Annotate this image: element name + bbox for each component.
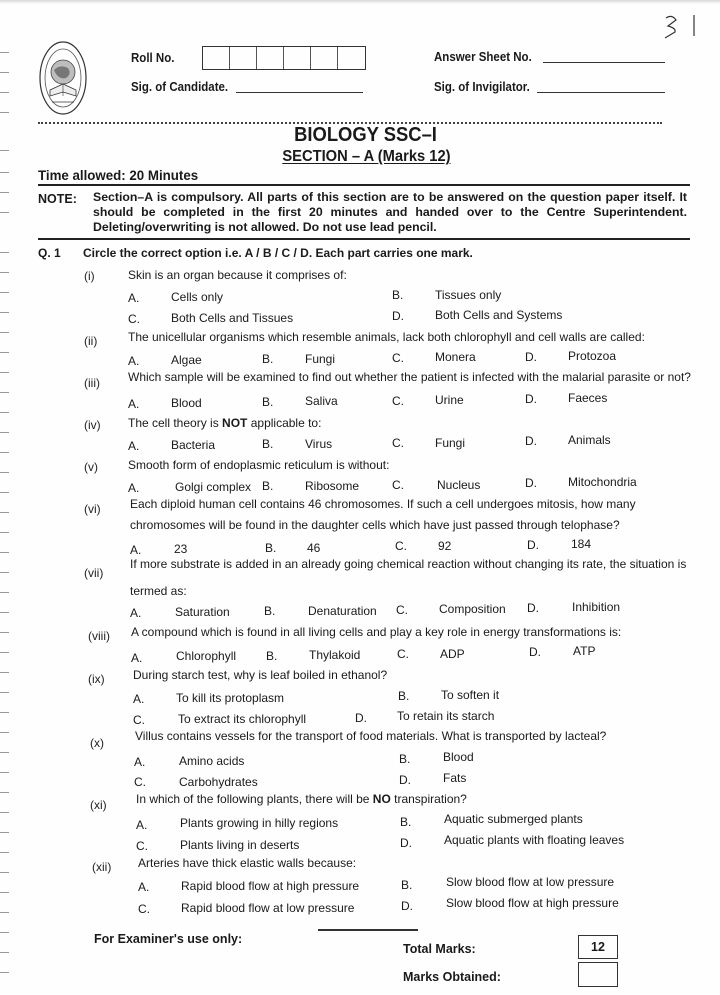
option-text[interactable]: Both Cells and Tissues <box>171 311 294 325</box>
option-text[interactable]: To soften it <box>441 688 500 702</box>
question-stem: Skin is an organ because it comprises of: <box>128 268 347 282</box>
question-number: Q. 1 <box>38 246 61 260</box>
option-text[interactable]: Inhibition <box>572 600 621 614</box>
question-stem: Which sample will be examined to find out whether the patient is infected with the malarial parasite or not? <box>128 370 691 384</box>
option-letter[interactable]: A. <box>131 651 143 665</box>
option-text[interactable]: Animals <box>568 433 611 447</box>
fbise-seal-icon <box>38 40 88 116</box>
option-letter[interactable]: A. <box>128 439 140 453</box>
part-number: (ix) <box>88 672 105 686</box>
roll-no-digit-box[interactable] <box>284 47 311 69</box>
answer-sheet-field[interactable] <box>543 62 665 63</box>
option-letter[interactable]: B. <box>264 604 276 618</box>
option-text[interactable]: 184 <box>571 537 592 551</box>
sig-invigilator-field[interactable] <box>537 92 665 93</box>
option-text[interactable]: Faeces <box>568 391 608 405</box>
option-letter[interactable]: B. <box>262 395 274 409</box>
option-letter[interactable]: D. <box>527 601 539 615</box>
option-letter[interactable]: B. <box>400 815 412 829</box>
part-number: (viii) <box>88 629 110 643</box>
option-text[interactable]: Ribosome <box>305 479 360 493</box>
option-letter[interactable]: C. <box>128 312 140 326</box>
option-letter[interactable]: D. <box>525 434 537 448</box>
sig-invigilator-label: Sig. of Invigilator. <box>434 80 530 94</box>
option-text[interactable]: Fungi <box>435 436 466 450</box>
section-title-text: SECTION – A (Marks 12) <box>281 148 451 165</box>
part-number: (vi) <box>84 502 101 516</box>
option-text[interactable]: Algae <box>171 353 202 367</box>
option-letter[interactable]: C. <box>396 603 408 617</box>
stem-emphasis: NO <box>372 792 391 806</box>
divider <box>38 238 690 240</box>
question-stem: The unicellular organisms which resemble animals, lack both chlorophyll and cell walls are called: <box>128 330 645 344</box>
part-number: (x) <box>90 736 104 750</box>
question-stem: A compound which is found in all living cells and play a key role in energy transformations is: <box>131 625 622 639</box>
option-text[interactable]: Monera <box>435 350 476 364</box>
question-stem: During starch test, why is leaf boiled in ethanol? <box>133 668 388 682</box>
examiner-label: For Examiner's use only: <box>94 932 243 946</box>
option-text[interactable]: To retain its starch <box>397 709 495 723</box>
option-letter[interactable]: A. <box>128 481 140 495</box>
stem-text: The cell theory is <box>128 416 223 430</box>
question-stem: If more substrate is added in an already going chemical reaction without changing its rate, the situation is <box>130 557 687 571</box>
option-text[interactable]: Nucleus <box>437 478 481 492</box>
total-marks-label: Total Marks: <box>403 942 476 956</box>
marks-obtained-box[interactable] <box>578 962 618 987</box>
option-letter[interactable]: A. <box>128 354 140 368</box>
option-letter[interactable]: C. <box>138 902 150 916</box>
option-letter[interactable]: A. <box>138 880 150 894</box>
subject-title: BIOLOGY SSC–I <box>294 124 437 146</box>
option-letter[interactable]: A. <box>128 291 140 305</box>
option-letter[interactable]: A. <box>134 755 146 769</box>
option-letter[interactable]: D. <box>400 836 412 850</box>
option-letter[interactable]: D. <box>401 899 413 913</box>
handwritten-mark-icon <box>662 12 702 40</box>
roll-no-digit-box[interactable] <box>203 47 230 69</box>
option-letter[interactable]: D. <box>355 711 367 725</box>
option-text[interactable]: Fungi <box>305 352 336 366</box>
option-text[interactable]: Virus <box>305 437 333 451</box>
option-text[interactable]: Plants growing in hilly regions <box>180 816 339 830</box>
option-text[interactable]: ADP <box>440 647 465 661</box>
option-text[interactable]: To kill its protoplasm <box>176 691 285 705</box>
part-number: (iii) <box>84 376 100 390</box>
option-text[interactable]: Protozoa <box>568 349 617 363</box>
option-letter[interactable]: D. <box>392 309 404 323</box>
option-letter[interactable]: C. <box>392 436 404 450</box>
option-letter[interactable]: C. <box>395 539 407 553</box>
part-number: (vii) <box>84 566 104 580</box>
option-text[interactable]: Mitochondria <box>568 475 637 489</box>
option-text[interactable]: Bacteria <box>171 438 216 452</box>
part-number: (iv) <box>84 418 101 432</box>
end-rule <box>318 929 418 931</box>
option-letter[interactable]: D. <box>529 645 541 659</box>
option-letter[interactable]: B. <box>398 689 410 703</box>
question-stem: Smooth form of endoplasmic reticulum is without: <box>128 458 390 472</box>
question-stem: Arteries have thick elastic walls because: <box>138 856 357 870</box>
option-letter[interactable]: C. <box>392 351 404 365</box>
option-letter[interactable]: D. <box>525 476 537 490</box>
option-text[interactable]: Plants living in deserts <box>180 838 300 852</box>
option-letter[interactable]: B. <box>262 479 274 493</box>
roll-no-label: Roll No. <box>131 51 175 65</box>
option-text[interactable]: 46 <box>307 541 321 555</box>
option-letter[interactable]: D. <box>527 538 539 552</box>
question-stem <box>136 792 467 806</box>
option-letter[interactable]: D. <box>525 392 537 406</box>
option-text[interactable]: Both Cells and Systems <box>435 308 563 322</box>
part-number: (i) <box>84 269 95 283</box>
option-letter[interactable]: B. <box>262 352 274 366</box>
sig-candidate-label: Sig. of Candidate. <box>131 80 229 94</box>
stem-text: In which of the following plants, there will be <box>136 792 373 806</box>
part-number: (xi) <box>90 798 107 812</box>
option-text[interactable]: Aquatic submerged plants <box>444 812 583 826</box>
question-stem: Each diploid human cell contains 46 chromosomes. If such a cell undergoes mitosis, how many <box>130 497 636 511</box>
option-text[interactable]: Rapid blood flow at high pressure <box>181 879 360 893</box>
option-letter[interactable]: D. <box>525 350 537 364</box>
total-marks-box: 12 <box>578 935 618 959</box>
option-text[interactable]: Rapid blood flow at low pressure <box>181 901 355 915</box>
option-text[interactable]: Slow blood flow at high pressure <box>446 896 619 910</box>
option-text[interactable]: To extract its chlorophyll <box>178 712 307 726</box>
option-letter[interactable]: B. <box>399 752 411 766</box>
part-number: (xii) <box>92 860 112 874</box>
option-text[interactable]: Saturation <box>175 605 230 619</box>
option-text[interactable]: Aquatic plants with floating leaves <box>444 833 625 847</box>
option-letter[interactable]: C. <box>392 478 404 492</box>
option-text[interactable]: 23 <box>174 542 188 556</box>
option-letter[interactable]: A. <box>130 543 142 557</box>
note-text: Section–A is compulsory. All parts of this section are to be answered on the question paper itself. It should be completed in the first 20 minutes and handed over to the Centre Superintendent. Deleting/overwriting is not allowed. Do not use lead pencil. <box>93 190 687 234</box>
option-letter[interactable]: C. <box>133 713 145 727</box>
option-text[interactable]: Blood <box>171 396 202 410</box>
section-title <box>0 148 720 166</box>
option-letter[interactable]: C. <box>397 647 409 661</box>
option-text[interactable]: Blood <box>443 750 474 764</box>
marks-obtained-label: Marks Obtained: <box>403 970 501 984</box>
question-stem: Villus contains vessels for the transport of food materials. What is transported by lacteal? <box>135 729 607 743</box>
question-stem <box>128 416 321 430</box>
option-text[interactable]: Saliva <box>305 394 338 408</box>
option-text[interactable]: Chlorophyll <box>176 649 237 663</box>
option-letter[interactable]: A. <box>136 818 148 832</box>
option-text[interactable]: Golgi complex <box>175 480 252 494</box>
option-letter[interactable]: B. <box>265 541 277 555</box>
option-letter[interactable]: C. <box>392 394 404 408</box>
option-letter[interactable]: A. <box>133 692 145 706</box>
roll-no-digit-box[interactable] <box>311 47 338 69</box>
option-text[interactable]: Thylakoid <box>309 648 361 662</box>
option-letter[interactable]: C. <box>134 775 146 789</box>
question-header <box>38 246 473 260</box>
option-text[interactable]: Urine <box>435 393 464 407</box>
option-letter[interactable]: D. <box>399 773 411 787</box>
question-instruction: Circle the correct option i.e. A / B / C / D. Each part carries one mark. <box>83 246 473 260</box>
divider <box>38 184 690 186</box>
roll-no-digit-box[interactable] <box>338 47 365 69</box>
option-letter[interactable]: A. <box>130 606 142 620</box>
option-text[interactable]: Tissues only <box>435 288 502 302</box>
stem-emphasis: NOT <box>222 416 248 430</box>
option-letter[interactable]: B. <box>392 288 404 302</box>
option-text[interactable]: Denaturation <box>308 604 377 618</box>
option-letter[interactable]: B. <box>262 437 274 451</box>
option-letter[interactable]: B. <box>266 649 278 663</box>
question-stem-line2: chromosomes will be found in the daughter cells which have just passed through telophase? <box>130 518 620 532</box>
option-text[interactable]: Cells only <box>171 290 224 304</box>
part-number: (v) <box>84 460 98 474</box>
option-text[interactable]: ATP <box>573 644 596 658</box>
answer-sheet-label: Answer Sheet No. <box>434 50 532 64</box>
option-text[interactable]: Carbohydrates <box>179 775 258 789</box>
stem-text: applicable to: <box>247 416 322 430</box>
sig-candidate-field[interactable] <box>236 92 363 93</box>
option-letter[interactable]: A. <box>128 397 140 411</box>
option-text[interactable]: Amino acids <box>179 754 245 768</box>
stem-text: transpiration? <box>390 792 467 806</box>
question-stem-line2: termed as: <box>130 584 187 598</box>
option-text[interactable]: Composition <box>439 602 506 616</box>
option-text[interactable]: Fats <box>443 771 467 785</box>
roll-no-input[interactable] <box>202 46 366 70</box>
roll-no-digit-box[interactable] <box>230 47 257 69</box>
option-text[interactable]: 92 <box>438 539 452 553</box>
note-label: NOTE: <box>38 192 77 206</box>
option-letter[interactable]: B. <box>401 878 413 892</box>
option-letter[interactable]: C. <box>136 839 148 853</box>
part-number: (ii) <box>84 334 98 348</box>
roll-no-digit-box[interactable] <box>257 47 284 69</box>
option-text[interactable]: Slow blood flow at low pressure <box>446 875 615 889</box>
time-allowed: Time allowed: 20 Minutes <box>38 167 199 183</box>
scan-top-shade <box>0 0 720 4</box>
